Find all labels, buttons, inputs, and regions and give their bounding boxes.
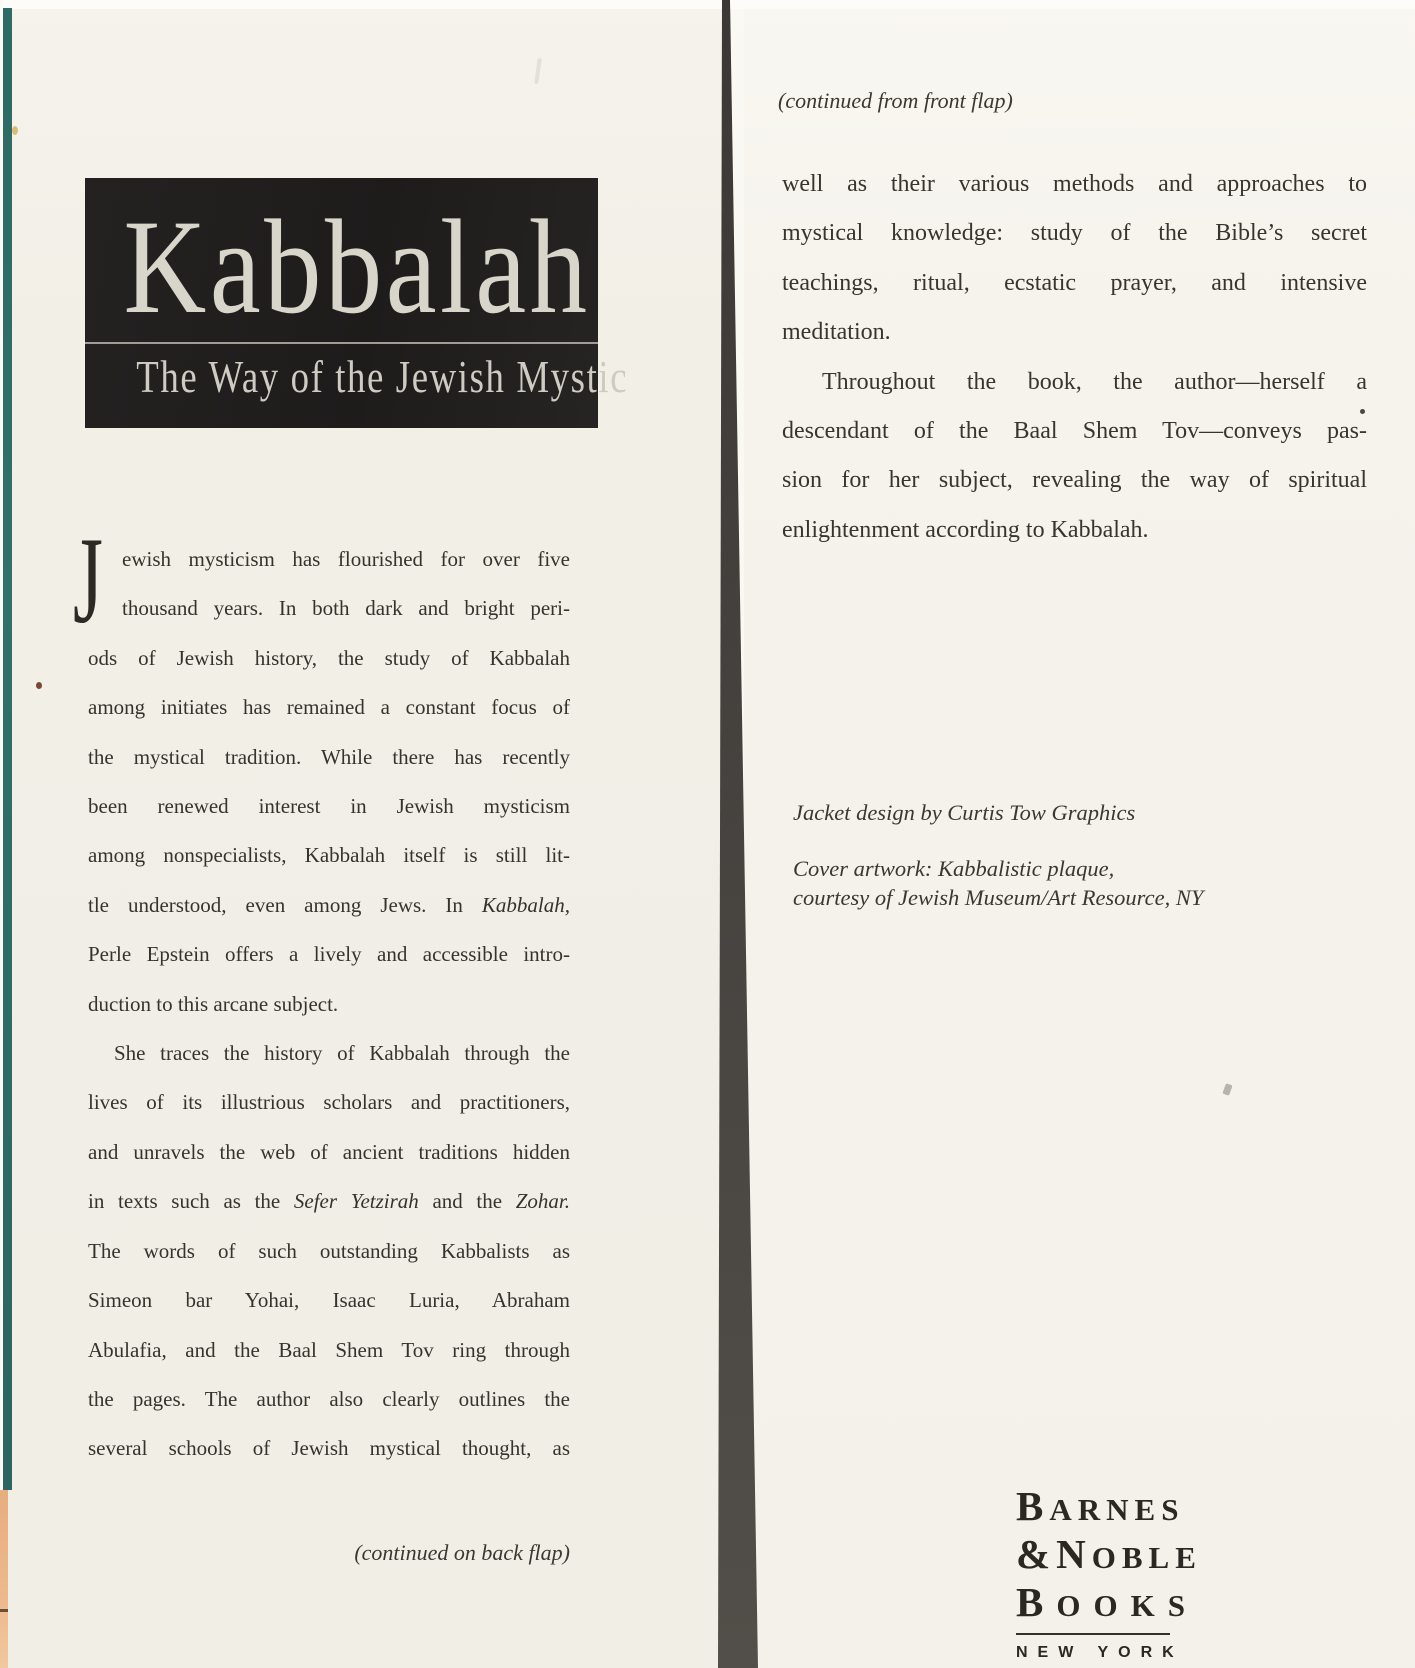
text-segment: OBLE (1091, 1540, 1202, 1575)
text-line (88, 1078, 570, 1127)
text-line (88, 980, 570, 1029)
text-segment: thousand years. In both dark and bright peri- (122, 596, 570, 621)
text-line (88, 930, 570, 979)
text-line (782, 160, 1367, 209)
text-segment: the pages. The author also clearly outlines the (88, 1386, 570, 1411)
text-segment: descendant of the Baal Shem Tov—conveys pas- (782, 418, 1367, 445)
text-segment: tle understood, even among Jews. In (88, 892, 482, 917)
text-line (782, 358, 1367, 407)
text-line (88, 1227, 570, 1276)
text-segment: duction to this arcane subject. (88, 991, 339, 1016)
jacket-design-credit: Jacket design by Curtis Tow Graphics (793, 800, 1136, 825)
text-segment: ewish mysticism has flourished for over five (122, 547, 570, 571)
front-flap-paragraph-2 (88, 1029, 570, 1474)
text-line (782, 259, 1367, 308)
publisher-logo-rule (1016, 1633, 1170, 1635)
text-line (1016, 1531, 1202, 1580)
text-segment: Throughout the book, the author—herself a (822, 368, 1367, 395)
text-segment: & (1016, 1531, 1057, 1577)
text-line (88, 1276, 570, 1325)
scan-speck (12, 126, 18, 135)
text-line (88, 1326, 570, 1375)
text-segment: mystical knowledge: study of the Bible’s secret (782, 220, 1367, 247)
text-line (88, 634, 570, 683)
cover-artwork-credit-line-1: Cover artwork: Kabbalistic plaque, (793, 856, 1115, 881)
text-line (88, 535, 570, 584)
text-line (88, 881, 570, 930)
text-line (88, 584, 570, 633)
text-line (88, 1375, 570, 1424)
text-line (1016, 1579, 1198, 1628)
text-segment: ods of Jewish history, the study of Kabbalah (88, 645, 570, 670)
book-title: Kabbalah (123, 193, 591, 342)
text-segment: Sefer Yetzirah (293, 1189, 419, 1214)
text-line (782, 308, 1367, 357)
text-segment: teachings, ritual, ecstatic prayer, and intensive (782, 269, 1367, 296)
text-segment: OOKS (1056, 1588, 1198, 1623)
peach-edge-line (0, 1609, 8, 1612)
text-line (88, 1029, 570, 1078)
jacket-credits (793, 798, 1273, 912)
drop-cap: J (73, 512, 103, 649)
text-line (88, 782, 570, 831)
text-segment: the mystical tradition. While there has recently (88, 744, 570, 769)
front-flap-text (88, 535, 570, 1474)
text-segment: The words of such outstanding Kabbalists as (88, 1238, 570, 1263)
text-segment: She traces the history of Kabbalah through the (114, 1041, 570, 1066)
text-segment: ARNES (1049, 1492, 1185, 1527)
text-segment: sion for her subject, revealing the way of spiritual (782, 467, 1367, 494)
back-flap-text (782, 160, 1367, 555)
publisher-logo (1016, 1483, 1202, 1662)
text-line (88, 1424, 570, 1473)
text-segment: been renewed interest in Jewish mysticism (88, 794, 570, 819)
text-line (782, 407, 1367, 456)
text-segment: and the (418, 1189, 516, 1214)
text-segment: N (1056, 1531, 1092, 1577)
text-segment: meditation. (782, 319, 891, 346)
text-segment: Simeon bar Yohai, Isaac Luria, Abraham (88, 1288, 570, 1313)
text-line (88, 733, 570, 782)
text-segment: B (1016, 1579, 1057, 1625)
continued-from-front-flap-note: (continued from front flap) (778, 88, 1013, 113)
publisher-name (1016, 1483, 1202, 1628)
text-segment: among nonspecialists, Kabbalah itself is still lit- (88, 843, 570, 868)
text-line (782, 506, 1367, 555)
back-flap-paragraph-2 (782, 358, 1367, 556)
text-segment: lives of its illustrious scholars and practitioners, (88, 1090, 570, 1115)
text-segment: Perle Epstein offers a lively and accessible intro- (88, 942, 570, 967)
text-segment: Zohar. (515, 1189, 571, 1214)
flap-divider (700, 0, 770, 1668)
text-line (88, 1177, 570, 1226)
text-line (88, 683, 570, 732)
text-line (88, 831, 570, 880)
title-divider-rule (85, 342, 598, 344)
book-subtitle: The Way of the Jewish Mystic (136, 351, 629, 402)
cover-artwork-credit-line-2: courtesy of Jewish Museum/Art Resource, NY (793, 885, 1204, 910)
back-flap-paragraph-1 (782, 160, 1367, 358)
text-segment: among initiates has remained a constant focus of (88, 695, 570, 720)
continued-on-back-flap-note: (continued on back flap) (354, 1540, 570, 1565)
text-segment: Abulafia, and the Baal Shem Tov ring through (88, 1337, 570, 1362)
teal-cover-edge (3, 8, 12, 1490)
scan-speck (36, 682, 42, 689)
front-flap-paragraph-1 (88, 535, 570, 1029)
title-panel (85, 178, 629, 428)
text-line (782, 209, 1367, 258)
text-segment: well as their various methods and approaches to (782, 171, 1367, 197)
text-segment: several schools of Jewish mystical thought, as (88, 1436, 570, 1461)
text-line (88, 1128, 570, 1177)
peach-cover-edge (0, 1490, 8, 1668)
text-segment: B (1016, 1483, 1050, 1529)
publisher-city: NEW YORK (1016, 1644, 1184, 1661)
text-segment: enlightenment according to Kabbalah. (782, 516, 1149, 543)
scan-speck (1360, 409, 1365, 414)
text-line (782, 456, 1367, 505)
text-segment: in texts such as the (88, 1189, 294, 1214)
text-segment: Kabbalah, (481, 892, 570, 917)
text-line (1016, 1484, 1186, 1532)
text-segment: and unravels the web of ancient traditions hidden (88, 1139, 570, 1164)
